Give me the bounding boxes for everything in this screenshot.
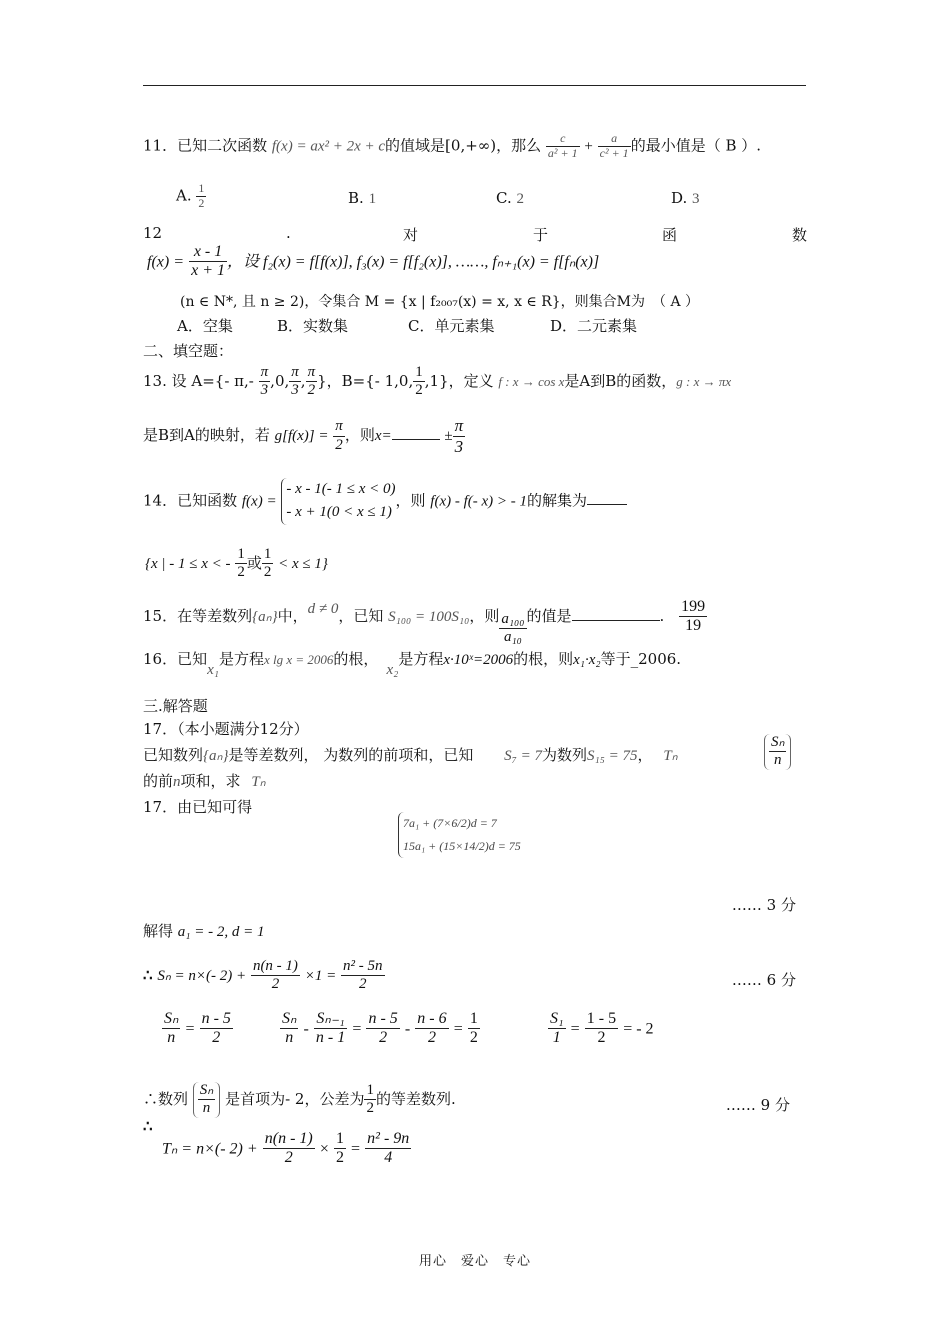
q12-condition: (n ∈ N*, 且 n ≥ 2)，令集合 M = {x | f₂₀₀₇(x) = x, x ∈ R}，则集合M为 （ A ） [180,294,700,310]
q12-word: 数 [792,226,808,244]
q12-word: 对 [403,226,419,244]
q12-option-d: D．二元素集 [550,317,638,335]
q11-mid: 的值域是[0,+∞)，那么 [385,136,542,155]
question-15: 15．在等差数列{aₙ}中，d ≠ 0，已知 S₁₀₀ = 100S₁₀，则 $\frac{\text{a₁₀₀}}{\text{a₁₀}}$ 的值是 . $\frac{199}{19}$ [143,598,706,646]
score-3: …… 3 分 [731,896,796,914]
q17-ratio-2: $\frac{\text{Sₙ}}{n}$ - $\frac{\text{Sₙ₋₁}}{n - 1}$ = $\frac{n - 5}{2}$ - $\frac{n - 6}{2}$ = $\frac{1}{2}$ [282,1010,478,1047]
q17-sn-formula: ∴ Sₙ = n×(- 2) + $\frac{n(n - 1)}{2}$ ×1 = $\frac{\text{n² - 5n}}{2}$ [143,958,383,993]
q14-answer-blank [587,504,627,505]
q11-tail: 的最小值是（ B ）. [630,136,762,155]
therefore-symbol: ∴ [143,1117,153,1135]
page-footer: 用心 爱心 专心 [418,1254,531,1269]
q17-line1: 已知数列{aₙ}是等差数列， 为数列的前项和，已知 S₇ = 7为数列S₁₅ = 75， Tₙ [143,746,678,764]
q17-solve: 解得 a₁ = - 2, d = 1 [143,922,265,940]
q11-frac1: $\frac{c}{\text{a² + 1}}$ [547,131,578,160]
score-9: …… 9 分 [725,1096,790,1114]
q17-ratio-1: $\frac{\text{Sₙ}}{n}$ = $\frac{n - 5}{2}$ [164,1010,231,1047]
q12-word: 函 [662,226,678,244]
q11-option-b: B. 1 [348,189,377,207]
question-16: 16．已知x₁是方程x lg x = 2006的根，x₂是方程x·10ˣ=2006的根，则x₁·x₂等于_2006. [143,650,682,678]
q11-option-c: C. 2 [496,189,524,207]
q11-number: 11． [143,136,178,155]
q11-option-d: D. 3 [671,189,700,207]
section-solutions: 三.解答题 [143,697,208,715]
question-11 [143,132,761,161]
q17-seq-conclusion: ∴数列 $\frac{\text{Sₙ}}{n}$ 是首项为- 2，公差为 $\frac{1}{2}$ 的等差数列. [143,1082,456,1117]
q17-sn-over-n-seq: $\frac{\text{Sₙ}}{n}$ [764,734,791,770]
q17-tn-formula: Tₙ = n×(- 2) + $\frac{n(n - 1)}{2}$ × $\frac{1}{2}$ = $\frac{\text{n² - 9n}}{4}$ [162,1130,410,1167]
q17-head: 17．（本小题满分12分） [143,720,309,738]
q12-function: f(x) = $\frac{x - 1}{x + 1}$ ，设 f₂(x) = f[f(x)], f₃(x) = f[f₂(x)], ……, fₙ₊₁(x) = f[fₙ(x)] [147,243,600,280]
score-6: …… 6 分 [731,971,796,989]
q14-answer: {x | - 1 ≤ x < - $\frac{1}{2}$ 或 $\frac{1}{2}$ < x ≤ 1} [145,546,328,581]
question-14: 14．已知函数 f(x) = - x - 1(- 1 ≤ x < 0) - x + 1(0 < x ≤ 1) ，则 f(x) - f(- x) > - 1的解集为 [143,478,627,525]
q17-line2: 的前n项和，求 Tₙ [143,772,266,790]
q17-ratio-3: $\frac{\text{S₁}}{1}$ = $\frac{1 - 5}{2}$ = - 2 [550,1010,654,1047]
q11-plus: + [584,138,593,155]
header-rule [143,85,806,86]
q11-formula: f(x) = ax² + 2x + c [271,138,386,155]
q17-solution-head: 17．由已知可得 [143,798,253,816]
q11-option-a: A. $\frac{1}{2}$ [176,181,205,210]
q13-answer-blank [392,439,440,440]
q11-frac2: $\frac{a}{\text{c² + 1}}$ [599,131,629,160]
q12-word: 于 [533,226,549,244]
section-fill-in: 二、填空题： [143,342,234,360]
q12-number: 12 [143,224,163,242]
q12-option-a: A．空集 [177,317,233,335]
q12-word: . [286,224,291,242]
question-13-line1: 13. 设 A={- π,- $\frac{\pi}{3}$ ,0, $\frac{\pi}{3}$ , $\frac{\pi}{2}$ }，B={- 1,0, $\frac{1}{2}$ ,1}，定义 f : x → cos x是A到B的函数，g : x → πx [143,364,732,399]
q12-option-b: B．实数集 [277,317,349,335]
question-13-line2: 是B到A的映射，若 g[f(x)] = $\frac{\pi}{2}$ ，则x= ± $\frac{\pi}{3}$ [143,416,464,456]
q17-system: 7a₁ + (7×6/2)d = 7 15a₁ + (15×14/2)d = 75 [398,812,521,858]
q12-option-c: C．单元素集 [408,317,495,335]
q11-text: 已知二次函数 [177,136,268,155]
q15-answer-blank [572,620,660,621]
